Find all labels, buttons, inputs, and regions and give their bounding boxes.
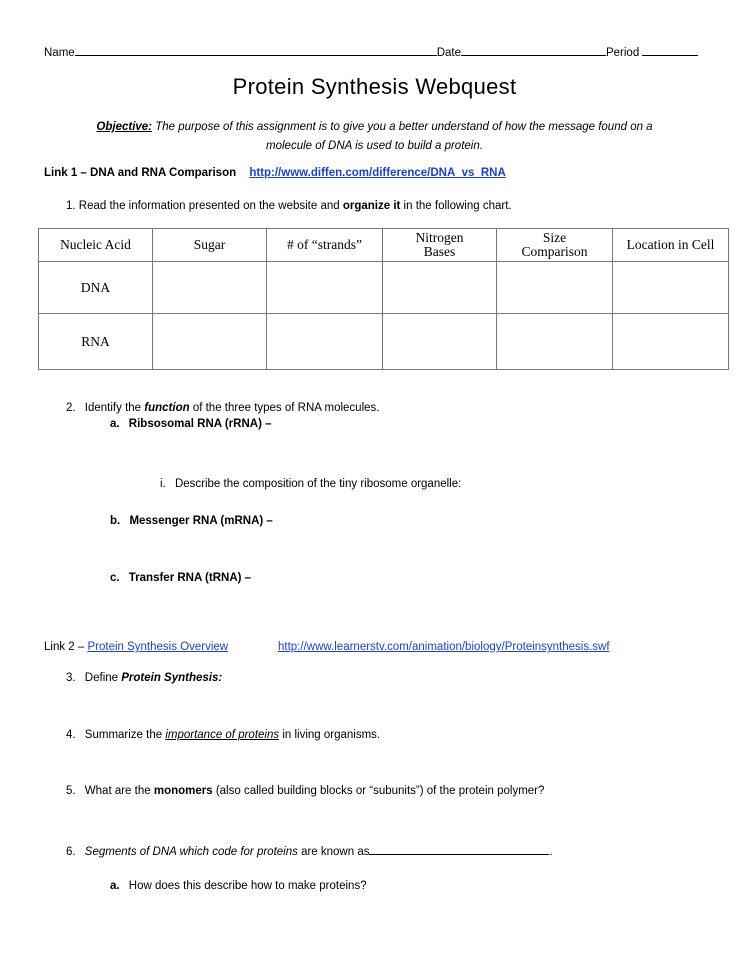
comparison-chart xyxy=(38,228,729,370)
chart-row-dna xyxy=(39,262,729,314)
q6-text-post: are known as xyxy=(297,846,370,858)
question-5 xyxy=(66,785,544,797)
q2b-text: Messenger RNA (mRNA) – xyxy=(129,515,273,527)
q5-text-bold: monomers xyxy=(153,785,213,797)
q2c-text: Transfer RNA (tRNA) – xyxy=(128,572,252,584)
q2ai-numeral: i. xyxy=(160,478,166,490)
q3-text-em: Protein Synthesis: xyxy=(121,672,223,684)
q6a-text: How does this describe how to make proteins? xyxy=(128,880,367,892)
cell-rna-bases[interactable] xyxy=(383,314,497,370)
question-3 xyxy=(66,672,222,684)
objective-label: Objective: xyxy=(96,121,153,133)
question-2 xyxy=(66,402,379,414)
q2-text-post: of the three types of RNA molecules. xyxy=(189,402,380,414)
q2-text-em: function xyxy=(144,402,190,414)
chart-header-row xyxy=(39,229,729,262)
cell-dna-bases[interactable] xyxy=(383,262,497,314)
q6-blank[interactable] xyxy=(369,843,549,855)
header-location-in-cell: Location in Cell xyxy=(613,229,729,262)
question-1 xyxy=(66,200,512,212)
period-label: Period xyxy=(605,47,640,59)
q4-text-em: importance of proteins xyxy=(165,729,280,741)
question-2a-i xyxy=(160,478,461,490)
question-2c xyxy=(110,572,251,584)
q2c-letter: c. xyxy=(110,572,120,584)
q6a-letter: a. xyxy=(110,880,120,892)
header-sugar: Sugar xyxy=(153,229,267,262)
link2-url[interactable]: http://www.learnerstv.com/animation/biology/Proteinsynthesis.swf xyxy=(278,641,610,653)
q2a-text: Ribsosomal RNA (rRNA) – xyxy=(128,418,272,430)
q6-text-em: Segments of DNA which code for proteins xyxy=(84,846,298,858)
q4-text-post: in living organisms. xyxy=(279,729,381,741)
q3-number: 3. xyxy=(66,672,76,684)
link1-label: Link 1 – DNA and RNA Comparison xyxy=(44,167,237,179)
question-2b xyxy=(110,515,273,527)
row-label-rna: RNA xyxy=(39,314,153,370)
q2ai-text: Describe the composition of the tiny ribosome organelle: xyxy=(174,478,462,490)
header-nitrogen-bases: Nitrogen Bases xyxy=(383,229,497,262)
cell-rna-sugar[interactable] xyxy=(153,314,267,370)
q2b-letter: b. xyxy=(110,515,121,527)
header-nucleic-acid: Nucleic Acid xyxy=(39,229,153,262)
cell-dna-strands[interactable] xyxy=(267,262,383,314)
q6-end: . xyxy=(549,846,553,858)
link1-line xyxy=(44,167,506,179)
q1-text-bold: organize it xyxy=(342,200,401,212)
objective-text: The purpose of this assignment is to give you a better understand of how the message found on a molecule of DNA is used to build a protein. xyxy=(152,121,653,152)
header-strands: # of “strands” xyxy=(267,229,383,262)
cell-rna-location[interactable] xyxy=(613,314,729,370)
q2-number: 2. xyxy=(66,402,76,414)
date-blank[interactable] xyxy=(461,44,606,56)
cell-rna-size[interactable] xyxy=(497,314,613,370)
link2-title[interactable]: Protein Synthesis Overview xyxy=(87,641,229,653)
q1-number: 1. xyxy=(66,200,76,212)
cell-dna-sugar[interactable] xyxy=(153,262,267,314)
period-blank[interactable] xyxy=(642,44,698,56)
q1-text-pre: Read the information presented on the website and xyxy=(78,200,343,212)
name-label: Name xyxy=(44,47,75,59)
date-label: Date xyxy=(436,47,461,59)
q4-number: 4. xyxy=(66,729,76,741)
header-size-comparison: Size Comparison xyxy=(497,229,613,262)
name-blank[interactable] xyxy=(75,44,437,56)
question-6 xyxy=(66,843,553,858)
page-title: Protein Synthesis Webquest xyxy=(232,74,517,99)
q4-text-pre: Summarize the xyxy=(84,729,166,741)
cell-rna-strands[interactable] xyxy=(267,314,383,370)
cell-dna-location[interactable] xyxy=(613,262,729,314)
q1-text-post: in the following chart. xyxy=(400,200,512,212)
question-2a xyxy=(110,418,272,430)
cell-dna-size[interactable] xyxy=(497,262,613,314)
row-label-dna: DNA xyxy=(39,262,153,314)
q2a-letter: a. xyxy=(110,418,120,430)
question-4 xyxy=(66,729,380,741)
q3-text-pre: Define xyxy=(84,672,122,684)
q2-text-pre: Identify the xyxy=(84,402,145,414)
link2-label: Link 2 – xyxy=(44,641,88,653)
q5-number: 5. xyxy=(66,785,76,797)
question-6a xyxy=(110,880,367,892)
q5-text-pre: What are the xyxy=(84,785,154,797)
chart-row-rna xyxy=(39,314,729,370)
objective xyxy=(80,118,669,156)
q5-text-post: (also called building blocks or “subunits”) of the protein polymer? xyxy=(212,785,545,797)
link1-url[interactable]: http://www.diffen.com/difference/DNA_vs_RNA xyxy=(249,167,506,179)
header-line xyxy=(44,44,698,59)
link2-line xyxy=(44,641,228,653)
q6-number: 6. xyxy=(66,846,76,858)
